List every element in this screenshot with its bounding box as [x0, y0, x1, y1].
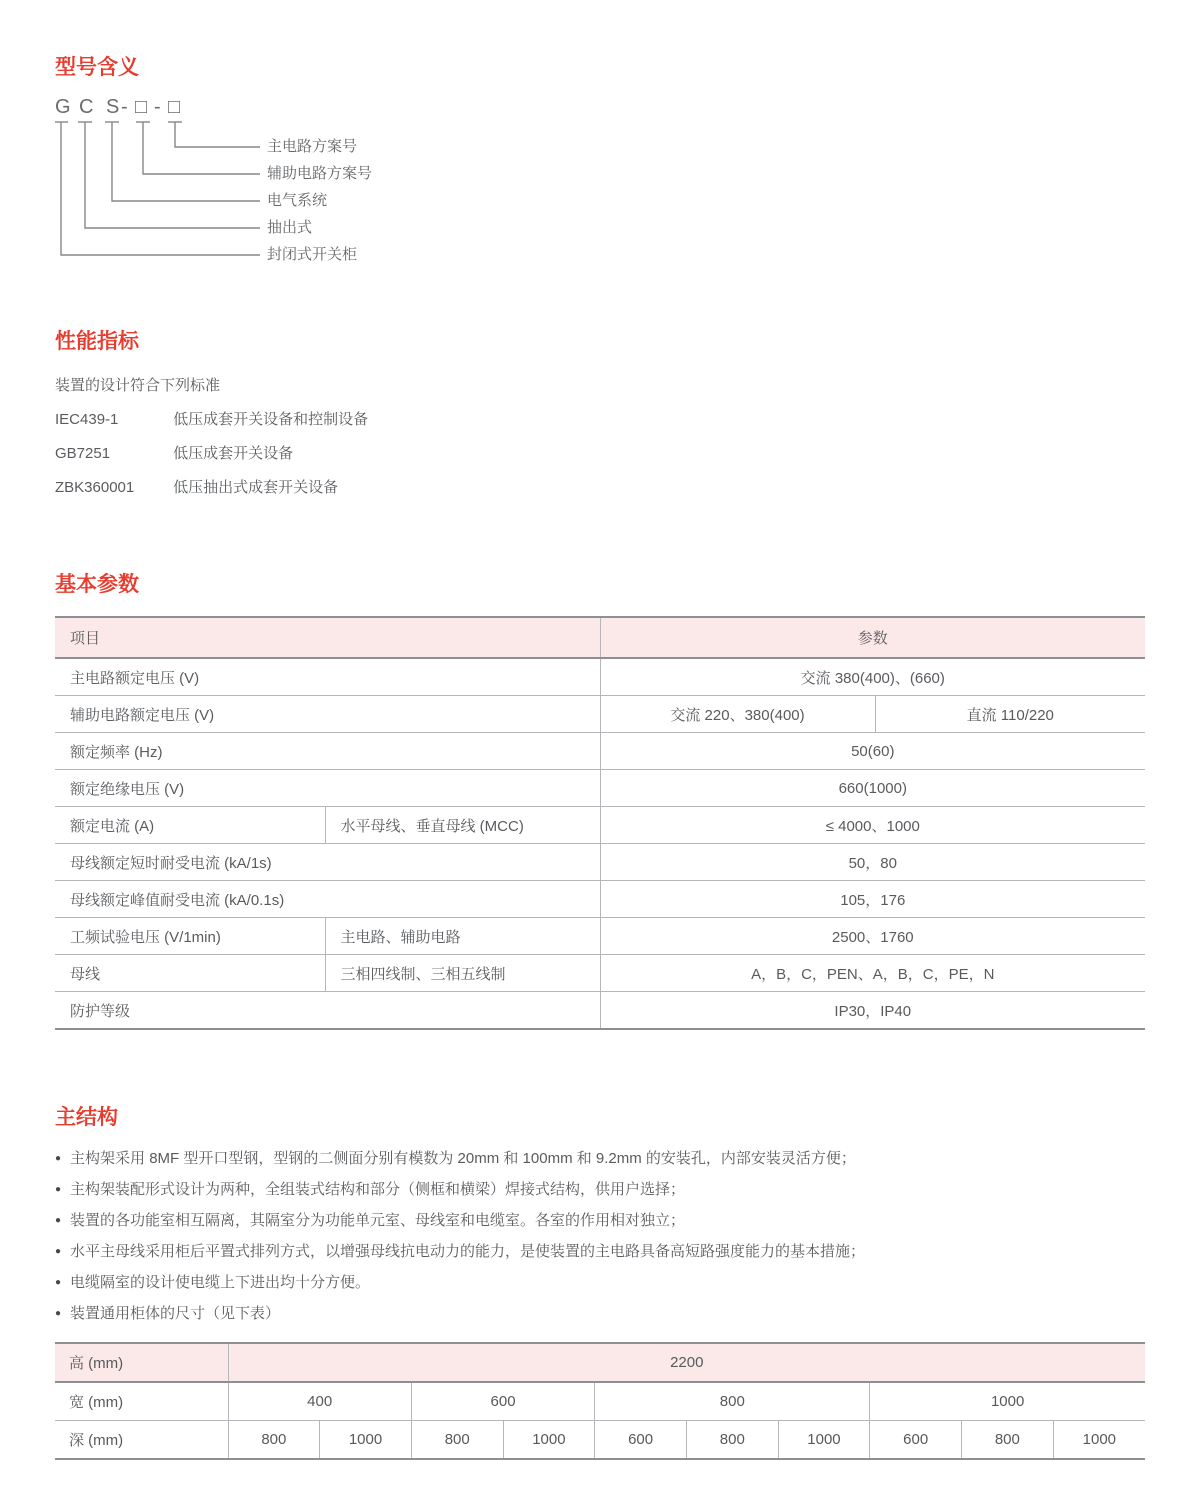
- bullet-text: 水平主母线采用柜后平置式排列方式，以增强母线抗电动力的能力，是使装置的主电路具备高短路强度能力的基本措施；: [70, 1243, 866, 1260]
- params-row-main-voltage: [55, 658, 1145, 696]
- dim-depth-label: 深 (mm): [69, 1432, 124, 1449]
- model-label-withdrawable: 抽出式: [267, 219, 313, 236]
- model-label-enclosed-switchgear: 封闭式开关柜: [267, 246, 358, 263]
- param-value-dc: 直流 110/220: [875, 696, 1145, 733]
- bullet-dot-icon: ●: [55, 1215, 62, 1226]
- structure-bullet: [55, 1212, 1145, 1230]
- param-label: 主电路额定电压 (V): [55, 658, 600, 696]
- params-row-frequency: [55, 733, 1145, 770]
- param-label: 母线: [55, 955, 325, 992]
- param-value: A，B，C，PEN、A，B，C，PE，N: [600, 955, 1145, 992]
- section-heading-model-meaning: 型号含义: [55, 56, 139, 79]
- dim-depth-value: 600: [870, 1421, 962, 1460]
- structure-bullet: [55, 1243, 1145, 1261]
- bullet-text: 主构架采用 8MF 型开口型钢，型钢的二侧面分别有模数为 20mm 和 100mm 和 9.2mm 的安装孔，内部安装灵活方便；: [70, 1150, 856, 1167]
- model-char-c: C: [79, 96, 94, 118]
- params-col-item: 项目: [55, 617, 600, 658]
- model-label-electrical-system: 电气系统: [267, 192, 328, 209]
- structure-bullet: [55, 1150, 1145, 1168]
- standard-desc: 低压成套开关设备: [173, 445, 294, 462]
- standard-desc: 低压成套开关设备和控制设备: [173, 411, 369, 428]
- params-row-protection-degree: [55, 992, 1145, 1030]
- params-row-peak-current: [55, 881, 1145, 918]
- standard-row: [55, 444, 1145, 464]
- dim-row-height: [55, 1343, 1145, 1382]
- structure-bullet: [55, 1274, 1145, 1292]
- param-label: 防护等级: [55, 992, 600, 1030]
- param-sublabel: 水平母线、垂直母线 (MCC): [325, 807, 600, 844]
- dim-depth-value: 800: [962, 1421, 1054, 1460]
- params-row-power-frequency-test: [55, 918, 1145, 955]
- dim-depth-value: 1000: [320, 1421, 412, 1460]
- bullet-dot-icon: ●: [55, 1277, 62, 1288]
- dim-depth-value: 1000: [503, 1421, 595, 1460]
- params-row-aux-voltage: [55, 696, 1145, 733]
- dim-depth-value: 600: [595, 1421, 687, 1460]
- performance-intro: 装置的设计符合下列标准: [55, 377, 221, 394]
- param-value: 105，176: [600, 881, 1145, 918]
- params-row-short-time-current: [55, 844, 1145, 881]
- section-heading-performance: 性能指标: [55, 330, 139, 353]
- model-diagram-connector-lines: [55, 96, 285, 271]
- param-value: 660(1000): [600, 770, 1145, 807]
- param-label: 辅助电路额定电压 (V): [55, 696, 600, 733]
- params-header-row: [55, 617, 1145, 658]
- cabinet-dimensions-table: [55, 1342, 1145, 1460]
- standard-code: GB7251: [55, 445, 111, 462]
- dim-depth-value: 800: [228, 1421, 320, 1460]
- model-char-s: S: [106, 96, 120, 118]
- dim-height-label: 高 (mm): [55, 1343, 228, 1382]
- param-value: 50(60): [600, 733, 1145, 770]
- param-value-ac: 交流 220、380(400): [600, 696, 875, 733]
- standard-desc: 低压抽出式成套开关设备: [173, 479, 339, 496]
- params-col-param: 参数: [600, 617, 1145, 658]
- dim-depth-value: 1000: [778, 1421, 870, 1460]
- param-label: 母线额定峰值耐受电流 (kA/0.1s): [55, 881, 600, 918]
- structure-bullet: [55, 1181, 1145, 1199]
- dim-row-depth: [55, 1421, 1145, 1460]
- structure-bullet: [55, 1305, 1145, 1323]
- bullet-text: 电缆隔室的设计使电缆上下进出均十分方便。: [70, 1274, 371, 1291]
- dim-depth-value: 1000: [1053, 1421, 1145, 1460]
- dim-width-value: 1000: [870, 1382, 1145, 1421]
- model-code-diagram: [55, 96, 1145, 286]
- dim-width-value: 600: [411, 1382, 594, 1421]
- model-char-dash2: -: [154, 96, 161, 118]
- bullet-text: 主构架装配形式设计为两种，全组装式结构和部分（侧框和横梁）焊接式结构，供用户选择；: [70, 1181, 686, 1198]
- standard-code: ZBK360001: [55, 479, 135, 496]
- params-row-insulation-voltage: [55, 770, 1145, 807]
- model-char-g: G: [55, 96, 71, 118]
- param-value: 50，80: [600, 844, 1145, 881]
- model-label-main-circuit-scheme: 主电路方案号: [267, 138, 358, 155]
- model-char-dash1: -: [121, 96, 128, 118]
- param-sublabel: 三相四线制、三相五线制: [325, 955, 600, 992]
- param-label: 工频试验电压 (V/1min): [55, 918, 325, 955]
- model-label-aux-circuit-scheme: 辅助电路方案号: [267, 165, 373, 182]
- section-heading-main-structure: 主结构: [55, 1106, 118, 1129]
- bullet-dot-icon: ●: [55, 1153, 62, 1164]
- param-value: ≤ 4000、1000: [600, 807, 1145, 844]
- param-label: 额定电流 (A): [55, 807, 325, 844]
- params-row-rated-current: [55, 807, 1145, 844]
- model-char-box1: □: [135, 96, 148, 118]
- dim-width-value: 800: [595, 1382, 870, 1421]
- dim-row-width: [55, 1382, 1145, 1421]
- bullet-text: 装置的各功能室相互隔离，其隔室分为功能单元室、母线室和电缆室。各室的作用相对独立；: [70, 1212, 686, 1229]
- param-label: 额定频率 (Hz): [55, 733, 600, 770]
- bullet-dot-icon: ●: [55, 1246, 62, 1257]
- basic-params-table: [55, 616, 1145, 1030]
- param-sublabel: 主电路、辅助电路: [325, 918, 600, 955]
- section-heading-basic-params: 基本参数: [55, 573, 139, 596]
- dim-depth-value: 800: [411, 1421, 503, 1460]
- standard-code: IEC439-1: [55, 411, 119, 428]
- param-value: 2500、1760: [600, 918, 1145, 955]
- params-row-busbar: [55, 955, 1145, 992]
- param-value: 交流 380(400)、(660): [600, 658, 1145, 696]
- dim-height-value: 2200: [228, 1343, 1145, 1382]
- dim-width-label: 宽 (mm): [55, 1382, 228, 1421]
- bullet-dot-icon: ●: [55, 1184, 62, 1195]
- bullet-text: 装置通用柜体的尺寸（见下表）: [70, 1305, 281, 1322]
- param-label: 额定绝缘电压 (V): [55, 770, 600, 807]
- param-value: IP30，IP40: [600, 992, 1145, 1030]
- bullet-dot-icon: ●: [55, 1308, 62, 1319]
- dim-width-value: 400: [228, 1382, 411, 1421]
- param-label: 母线额定短时耐受电流 (kA/1s): [55, 844, 600, 881]
- standard-row: [55, 478, 1145, 498]
- main-structure-list: [55, 1150, 1145, 1323]
- standard-row: [55, 410, 1145, 430]
- model-char-box2: □: [168, 96, 181, 118]
- dim-depth-value: 800: [686, 1421, 778, 1460]
